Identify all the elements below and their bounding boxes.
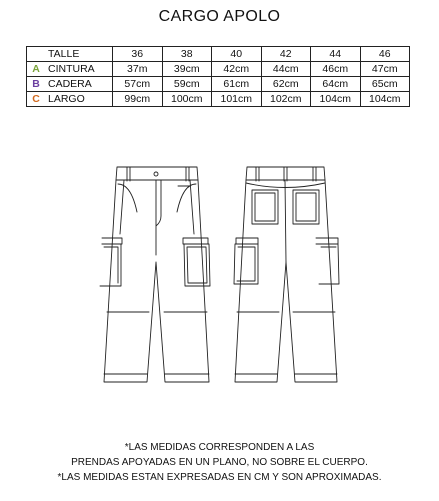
measure-letter: C — [32, 93, 40, 105]
measure-letter: A — [32, 63, 40, 75]
measure-label: C LARGO — [27, 92, 113, 107]
measure-cell: 99cm — [113, 92, 163, 107]
measure-cell: 64cm — [311, 77, 361, 92]
pants-front-drawing — [100, 167, 210, 382]
measure-cell: 47cm — [360, 62, 410, 77]
measure-row-cintura — [27, 62, 410, 77]
measure-cell: 44cm — [261, 62, 311, 77]
measure-cell: 62cm — [261, 77, 311, 92]
size-header-label: TALLE — [27, 47, 113, 62]
size-header-cell: 42 — [261, 47, 311, 62]
size-chart-table — [26, 46, 410, 107]
measure-cell: 104cm — [311, 92, 361, 107]
size-header-cell: 44 — [311, 47, 361, 62]
measure-letter: B — [32, 78, 40, 90]
measure-cell: 61cm — [212, 77, 262, 92]
measurement-notes — [0, 440, 439, 485]
measure-cell: 59cm — [162, 77, 212, 92]
measure-cell: 37m — [113, 62, 163, 77]
measure-cell: 42cm — [212, 62, 262, 77]
measure-cell: 104cm — [360, 92, 410, 107]
pants-technical-drawings — [0, 150, 439, 395]
page-title: CARGO APOLO — [158, 8, 281, 25]
size-header-cell: 46 — [360, 47, 410, 62]
size-header-cell: 38 — [162, 47, 212, 62]
measure-cell: 46cm — [311, 62, 361, 77]
size-header-cell: 36 — [113, 47, 163, 62]
measure-row-cadera — [27, 77, 410, 92]
note-line: *LAS MEDIDAS CORRESPONDEN A LAS — [124, 442, 315, 453]
measure-cell: 102cm — [261, 92, 311, 107]
measure-label: A CINTURA — [27, 62, 113, 77]
measure-label: B CADERA — [27, 77, 113, 92]
note-line: *LAS MEDIDAS ESTAN EXPRESADAS EN CM Y SON APROXIMADAS. — [57, 472, 382, 483]
measure-cell: 101cm — [212, 92, 262, 107]
note-line: PRENDAS APOYADAS EN UN PLANO, NO SOBRE EL CUERPO. — [71, 457, 368, 468]
measure-cell: 57cm — [113, 77, 163, 92]
size-header-cell: 40 — [212, 47, 262, 62]
pants-back-drawing — [234, 167, 339, 382]
measure-cell: 65cm — [360, 77, 410, 92]
size-header-row — [27, 47, 410, 62]
measure-cell: 39cm — [162, 62, 212, 77]
measure-row-largo — [27, 92, 410, 107]
measure-cell: 100cm — [162, 92, 212, 107]
